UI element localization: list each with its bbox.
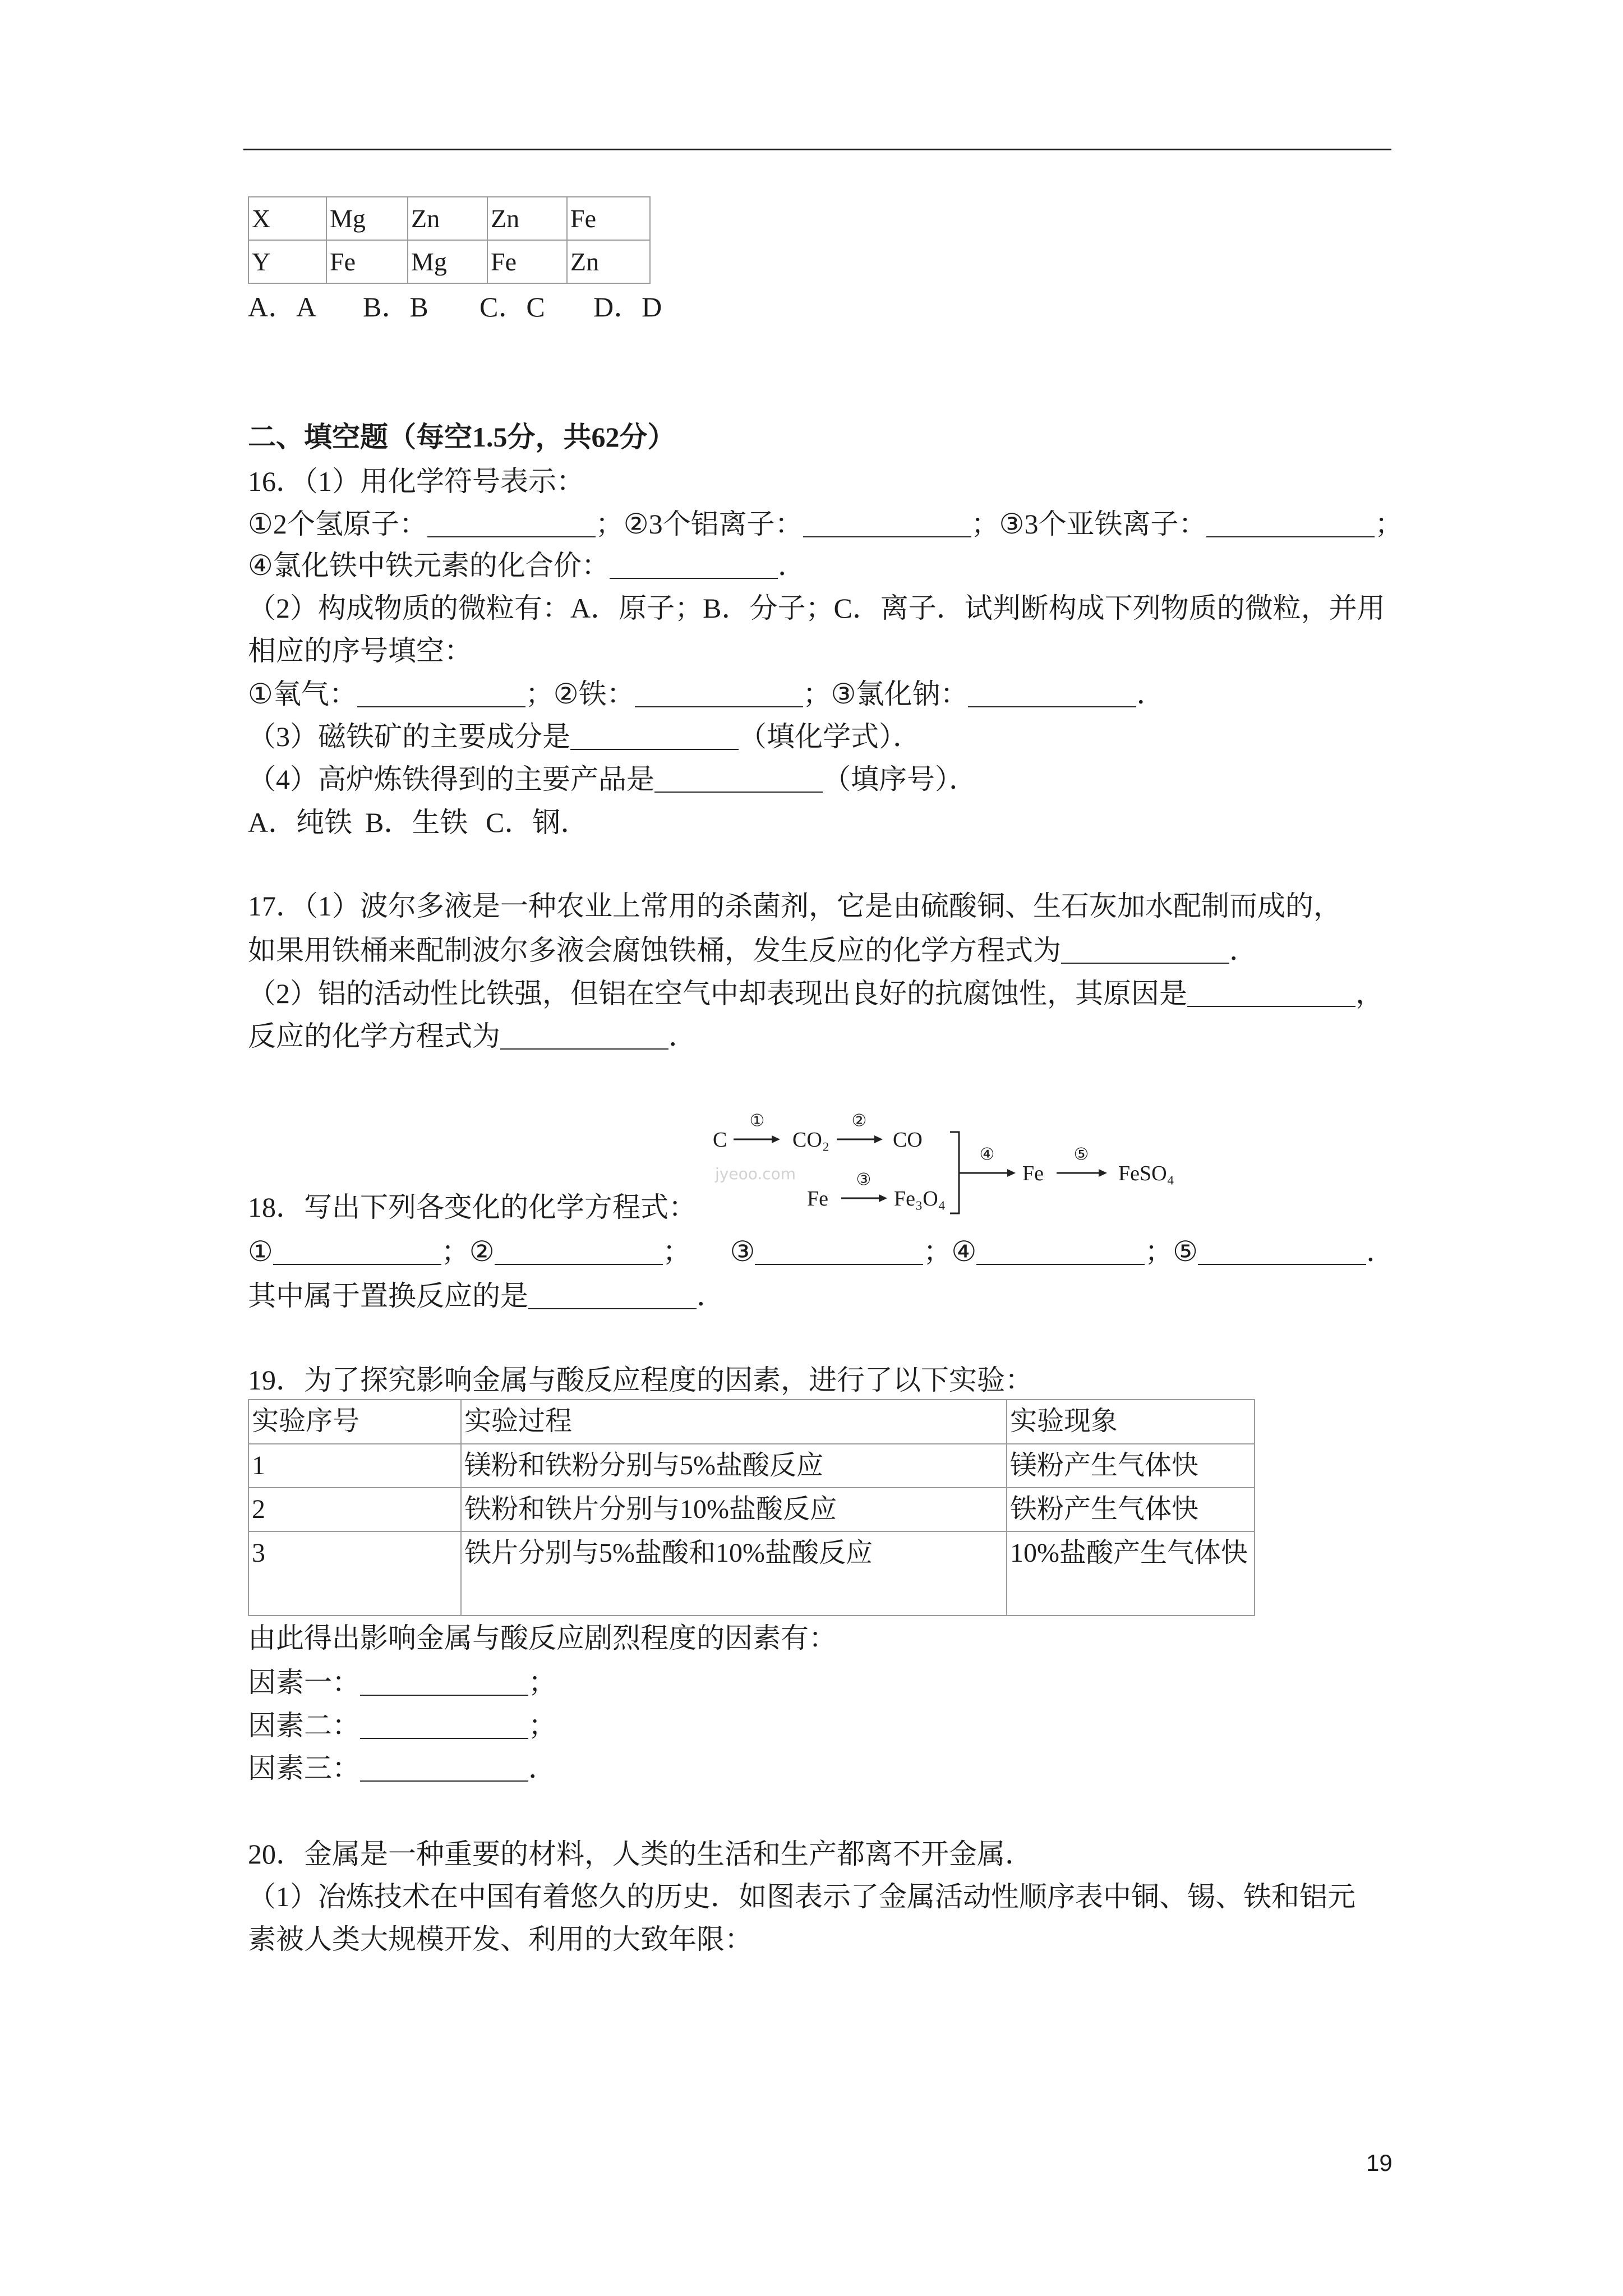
page-number: 19 (1366, 2150, 1393, 2176)
arrow-step-5 (1057, 1169, 1107, 1177)
q16-text: ． (777, 550, 806, 581)
q16-part3-line (248, 720, 921, 753)
q18-text: ； (662, 1236, 691, 1267)
table-row (248, 1488, 1255, 1531)
q16-text: ； (1375, 508, 1403, 540)
node-iron-oxide: Fe₃O₄ (894, 1187, 946, 1211)
table-cell: Fe (326, 240, 408, 283)
table-cell: X (248, 197, 326, 240)
table-cell: Fe (567, 197, 650, 240)
q17-part1-line2 (248, 933, 1257, 967)
table-cell: 铁粉产生气体快 (1007, 1488, 1255, 1531)
answer-blank (1206, 512, 1375, 537)
table-row (248, 240, 650, 283)
answer-blank (1061, 938, 1229, 964)
q15-option-c: C．C (479, 291, 545, 323)
q17-text: 反应的化学方程式为 (248, 1020, 500, 1052)
node-iron-start: Fe (807, 1187, 828, 1211)
section-heading: 二、填空题（每空1.5分，共62分） (248, 421, 676, 453)
q19-factor-3 (248, 1751, 556, 1785)
answer-blank (976, 1239, 1145, 1265)
answer-blank (570, 724, 739, 750)
q16-part4-line (248, 762, 977, 796)
q17-part2-line1 (248, 977, 1384, 1010)
table-cell: Mg (408, 240, 487, 283)
step-1-label: ① (749, 1111, 765, 1131)
table-row (248, 197, 650, 240)
arrow-step-3 (841, 1194, 887, 1202)
q20-part1-line1: （1）冶炼技术在中国有着悠久的历史．如图表示了金属活动性顺序表中铜、锡、铁和铝元 (248, 1881, 1355, 1912)
q18-text: 其中属于置换反应的是 (248, 1280, 528, 1312)
q16-text: ①氧气： (248, 678, 357, 710)
step-5-label: ⑤ (1073, 1144, 1089, 1165)
q19-text: ； (528, 1667, 556, 1698)
table-cell: Y (248, 240, 326, 283)
q16-stem: 16．（1）用化学符号表示： (248, 466, 584, 497)
table-cell: Zn (408, 197, 487, 240)
q17-part2-line2 (248, 1019, 697, 1053)
q19-text: 因素三： (248, 1752, 360, 1784)
step-2-label: ② (851, 1111, 867, 1131)
answer-blank (635, 682, 803, 707)
answer-blank (360, 1670, 528, 1696)
q16-part2-stem-line1: （2）构成物质的微粒有：A．原子；B．分子；C．离子．试判断构成下列物质的微粒，并用 (248, 592, 1385, 624)
q16-option-a: A．纯铁 (248, 807, 353, 838)
q18-summary-line (248, 1279, 725, 1313)
node-iron-product: Fe (1022, 1162, 1044, 1185)
q16-text: （3）磁铁矿的主要成分是 (248, 721, 570, 752)
q18-text: ③ (730, 1236, 755, 1267)
q16-part1-item4-line (248, 549, 806, 582)
q16-option-c: C．钢． (486, 807, 589, 838)
arrow-step-2 (837, 1135, 883, 1143)
q17-text: （2）铝的活动性比铁强，但铝在空气中却表现出良好的抗腐蚀性，其原因是 (248, 978, 1187, 1009)
q16-option-b: B．生铁 (365, 807, 468, 838)
step-3-label: ③ (856, 1170, 872, 1190)
q17-text: ． (1229, 935, 1257, 966)
q19-text: 因素二： (248, 1710, 360, 1741)
answer-blank (610, 553, 778, 579)
table-cell: Zn (487, 197, 567, 240)
table-header-cell: 实验过程 (461, 1400, 1007, 1444)
table-cell: Fe (487, 240, 567, 283)
q19-factor-1 (248, 1665, 556, 1699)
answer-blank (1198, 1239, 1366, 1265)
answer-blank (500, 1024, 668, 1050)
table-cell: Zn (567, 240, 650, 283)
q16-text: （填化学式）． (739, 721, 921, 752)
arrow-step-1 (734, 1135, 780, 1143)
answer-blank (495, 1239, 663, 1265)
table-header-row (248, 1400, 1255, 1444)
q20-part1-line2: 素被人类大规模开发、利用的大致年限： (248, 1924, 753, 1955)
node-carbon: C (713, 1128, 727, 1152)
table-cell: Mg (326, 197, 408, 240)
q17-text: 如果用铁桶来配制波尔多液会腐蚀铁桶，发生反应的化学方程式为 (248, 935, 1061, 966)
arrow-step-4 (959, 1169, 1016, 1177)
watermark-text: jyeoo.com (715, 1165, 796, 1183)
q16-part2-items-line (248, 677, 1164, 711)
q16-text: ；③氯化钠： (803, 678, 969, 710)
answer-blank (273, 1239, 441, 1265)
answer-blank (528, 1283, 697, 1309)
answer-blank (357, 682, 525, 707)
table-row (248, 1531, 1255, 1616)
answer-blank (427, 512, 596, 537)
q15-option-d: D．D (593, 291, 662, 323)
answer-blank (755, 1239, 923, 1265)
q16-part2-stem-line2: 相应的序号填空： (248, 635, 472, 666)
q18-answers-line (248, 1235, 1394, 1268)
q16-text: ；②铁： (525, 678, 635, 710)
table-row (248, 1444, 1255, 1488)
answer-blank (360, 1756, 528, 1782)
q16-text: ；②3个铝离子： (595, 508, 803, 540)
q19-factor-2 (248, 1709, 556, 1742)
table-cell: 镁粉产生气体快 (1007, 1444, 1255, 1488)
answer-blank (803, 512, 971, 537)
q16-text: ；③3个亚铁离子： (971, 508, 1207, 540)
step-4-label: ④ (979, 1144, 995, 1165)
q16-text: ． (1136, 678, 1165, 710)
q16-text: （填序号）． (823, 763, 977, 795)
q17-part1-line1: 17．（1）波尔多液是一种农业上常用的杀菌剂，它是由硫酸铜、生石灰加水配制而成的， (248, 890, 1341, 922)
q18-text: ；④ (923, 1236, 977, 1267)
header-rule (243, 149, 1391, 150)
bracket (950, 1132, 959, 1213)
q18-text: ． (1366, 1236, 1395, 1267)
answer-blank (654, 767, 823, 793)
node-iron-sulfate: FeSO₄ (1118, 1162, 1174, 1185)
table-cell: 1 (248, 1444, 461, 1488)
q17-text: ． (668, 1020, 697, 1052)
q19-text: ； (528, 1710, 556, 1741)
table-cell: 2 (248, 1488, 461, 1531)
q16-text: ①2个氢原子： (248, 508, 427, 540)
q16-text: ④氯化铁中铁元素的化合价： (248, 550, 610, 581)
table-header-cell: 实验序号 (248, 1400, 461, 1444)
q15-option-a: A．A (248, 291, 317, 323)
q15-metal-table (248, 196, 651, 284)
q15-option-b: B．B (363, 291, 428, 323)
q18-stem: 18．写出下列各变化的化学方程式： (248, 1191, 697, 1223)
q16-text: （4）高炉炼铁得到的主要产品是 (248, 763, 654, 795)
node-carbon-dioxide: CO₂ (792, 1128, 830, 1152)
q17-text: ， (1355, 978, 1384, 1009)
q18-text: ① (248, 1236, 273, 1267)
table-cell: 铁粉和铁片分别与10%盐酸反应 (461, 1488, 1007, 1531)
answer-blank (968, 682, 1136, 707)
answer-blank (360, 1713, 528, 1739)
q18-text: ；② (441, 1236, 495, 1267)
q16-part1-line (248, 507, 1403, 541)
q19-text: ． (528, 1752, 556, 1784)
q19-text: 因素一： (248, 1667, 360, 1698)
node-carbon-monoxide: CO (893, 1128, 923, 1152)
table-header-cell: 实验现象 (1007, 1400, 1255, 1444)
q19-stem: 19．为了探究影响金属与酸反应程度的因素，进行了以下实验： (248, 1364, 1033, 1396)
q19-conclusion: 由此得出影响金属与酸反应剧烈程度的因素有： (248, 1622, 837, 1654)
q18-text: ；⑤ (1145, 1236, 1198, 1267)
answer-blank (1187, 981, 1355, 1007)
table-cell: 10%盐酸产生气体快 (1007, 1531, 1255, 1616)
table-cell: 3 (248, 1531, 461, 1616)
table-cell: 镁粉和铁粉分别与5%盐酸反应 (461, 1444, 1007, 1488)
table-cell: 铁片分别与5%盐酸和10%盐酸反应 (461, 1531, 1007, 1616)
q20-stem: 20．金属是一种重要的材料，人类的生活和生产都离不开金属． (248, 1838, 1033, 1870)
q19-experiment-table (248, 1399, 1255, 1616)
q18-text: ． (697, 1280, 725, 1312)
reaction-scheme-diagram (701, 1099, 1195, 1234)
